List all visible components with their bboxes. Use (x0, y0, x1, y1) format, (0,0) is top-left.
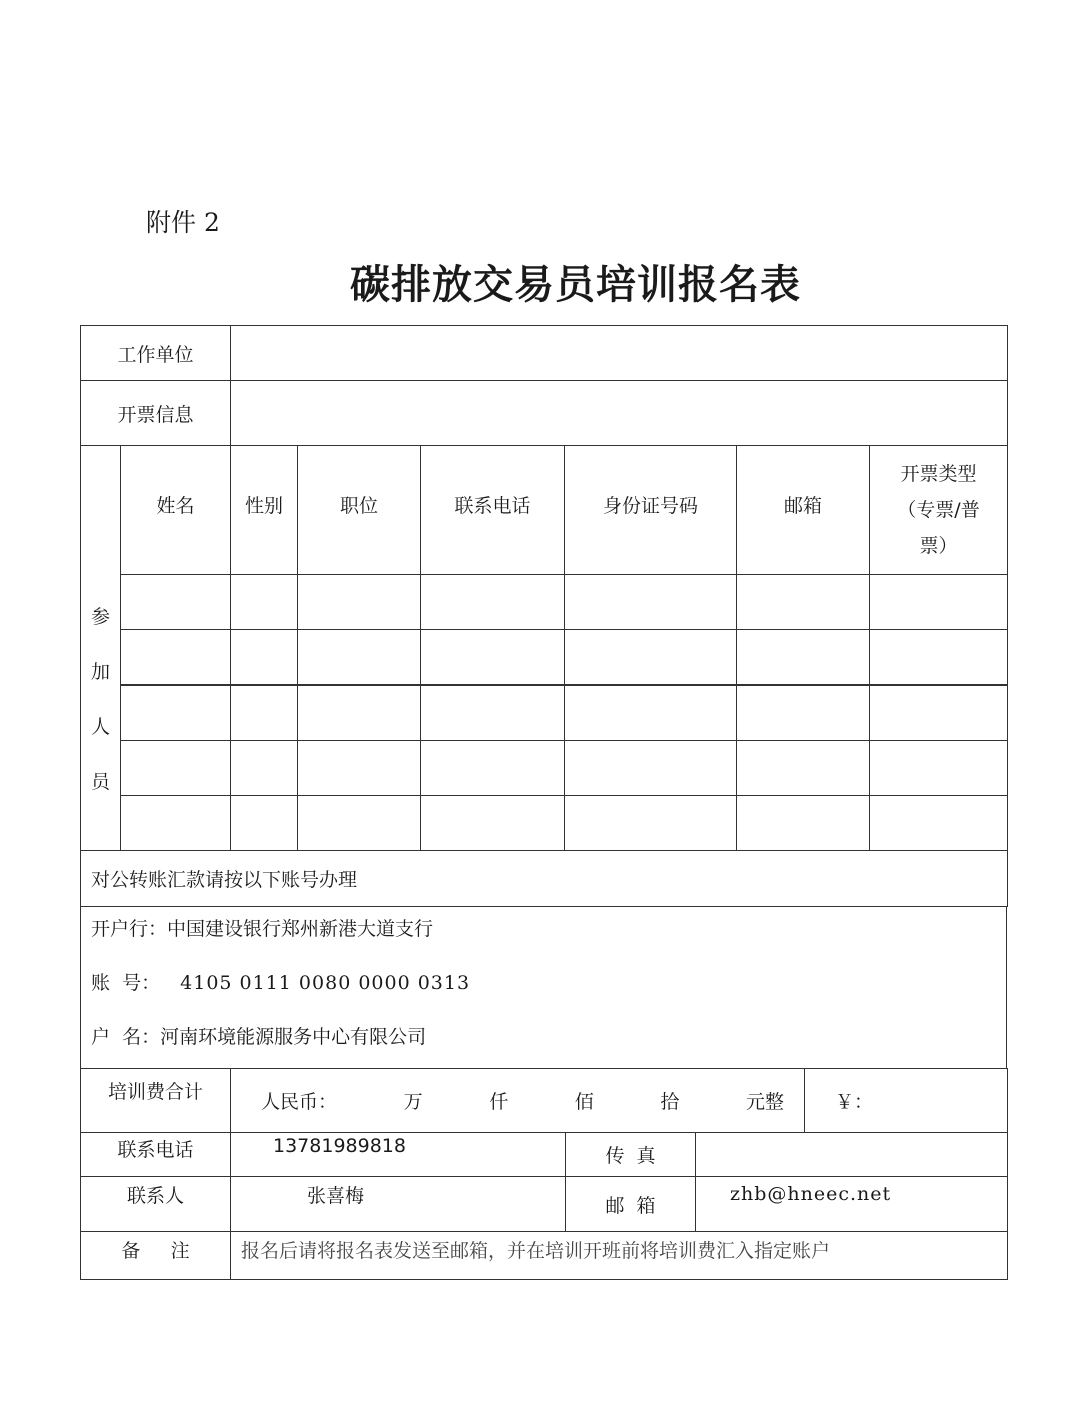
participant-gender-field[interactable] (230, 795, 298, 851)
participant-name-field[interactable] (120, 740, 231, 796)
contact-phone-label: 联系电话 (80, 1132, 231, 1177)
participant-gender-field[interactable] (230, 574, 298, 630)
column-header-phone: 联系电话 (420, 445, 565, 575)
participant-gender-field[interactable] (230, 629, 298, 685)
participant-email-field[interactable] (736, 795, 870, 851)
participants-char: 参 (90, 606, 110, 628)
participant-name-field[interactable] (120, 795, 231, 851)
participant-position-field[interactable] (297, 629, 421, 685)
account-label: 账 号： (91, 972, 161, 994)
contact-email-link[interactable]: zhb@hneec.net (695, 1176, 1008, 1232)
participant-invoice-type-field[interactable] (869, 629, 1008, 685)
invoice-type-line: 票） (919, 535, 958, 557)
unit-qian: 仟 (489, 1091, 509, 1113)
work-unit-label: 工作单位 (80, 325, 231, 381)
participant-phone-field[interactable] (420, 795, 565, 851)
participant-phone-field[interactable] (420, 629, 565, 685)
participant-invoice-type-field[interactable] (869, 574, 1008, 630)
participant-phone-field[interactable] (420, 574, 565, 630)
attachment-label: 附件 2 (146, 208, 220, 237)
column-header-name: 姓名 (120, 445, 231, 575)
column-header-email: 邮箱 (736, 445, 870, 575)
account-line (91, 961, 1006, 1015)
work-unit-field[interactable] (230, 325, 1008, 381)
participant-gender-field[interactable] (230, 740, 298, 796)
participants-char: 员 (90, 771, 110, 793)
page-title: 碳排放交易员培训报名表 (350, 261, 801, 308)
unit-wan: 万 (403, 1091, 423, 1113)
column-header-gender: 性别 (230, 445, 298, 575)
remarks-value: 报名后请将报名表发送至邮箱，并在培训开班前将培训费汇入指定账户 (230, 1231, 1008, 1280)
participant-id-number-field[interactable] (564, 685, 737, 741)
column-header-id-number: 身份证号码 (564, 445, 737, 575)
participants-label (80, 445, 121, 851)
participant-email-field[interactable] (736, 685, 870, 741)
participant-position-field[interactable] (297, 685, 421, 741)
participant-id-number-field[interactable] (564, 740, 737, 796)
transfer-note: 对公转账汇款请按以下账号办理 (80, 850, 1008, 907)
participant-name-field[interactable] (120, 685, 231, 741)
invoice-info-field[interactable] (230, 380, 1008, 446)
email-label: 邮 箱 (565, 1176, 696, 1232)
invoice-type-line: 开票类型 (900, 463, 977, 485)
participant-email-field[interactable] (736, 629, 870, 685)
fee-total-label: 培训费合计 (80, 1068, 231, 1133)
fax-field[interactable] (695, 1132, 1008, 1177)
participant-id-number-field[interactable] (564, 629, 737, 685)
participant-invoice-type-field[interactable] (869, 740, 1008, 796)
participant-id-number-field[interactable] (564, 574, 737, 630)
bank-line: 开户行：中国建设银行郑州新港大道支行 (91, 918, 434, 940)
participant-name-field[interactable] (120, 574, 231, 630)
participant-position-field[interactable] (297, 740, 421, 796)
participant-id-number-field[interactable] (564, 795, 737, 851)
registration-form (81, 326, 1008, 1280)
participant-phone-field[interactable] (420, 740, 565, 796)
fee-yen-field[interactable]: ￥： (804, 1068, 1008, 1133)
participants-char: 加 (90, 661, 110, 683)
participant-name-field[interactable] (120, 629, 231, 685)
unit-shi: 拾 (660, 1091, 680, 1113)
bank-info (80, 906, 1007, 1069)
invoice-type-line: （专票/普 (897, 499, 980, 521)
contact-person-value: 张喜梅 (230, 1176, 566, 1232)
contact-phone-value: 13781989818 (230, 1132, 566, 1177)
participant-email-field[interactable] (736, 740, 870, 796)
unit-bai: 佰 (574, 1091, 594, 1113)
participant-position-field[interactable] (297, 795, 421, 851)
participant-invoice-type-field[interactable] (869, 795, 1008, 851)
unit-yuan: 元整 (745, 1091, 784, 1113)
fax-label: 传 真 (565, 1132, 696, 1177)
rmb-label: 人民币： (261, 1091, 338, 1113)
participant-position-field[interactable] (297, 574, 421, 630)
participant-email-field[interactable] (736, 574, 870, 630)
contact-person-label: 联系人 (80, 1176, 231, 1232)
invoice-info-label: 开票信息 (80, 380, 231, 446)
remarks-label: 备 注 (80, 1231, 231, 1280)
column-header-position: 职位 (297, 445, 421, 575)
fee-rmb-field[interactable] (230, 1068, 805, 1133)
account-number: 4105 0111 0080 0000 0313 (180, 972, 471, 994)
participant-invoice-type-field[interactable] (869, 685, 1008, 741)
participants-char: 人 (90, 716, 110, 738)
account-name-line: 户 名：河南环境能源服务中心有限公司 (91, 1026, 427, 1048)
participant-gender-field[interactable] (230, 685, 298, 741)
column-header-invoice-type (869, 445, 1008, 575)
participant-phone-field[interactable] (420, 685, 565, 741)
